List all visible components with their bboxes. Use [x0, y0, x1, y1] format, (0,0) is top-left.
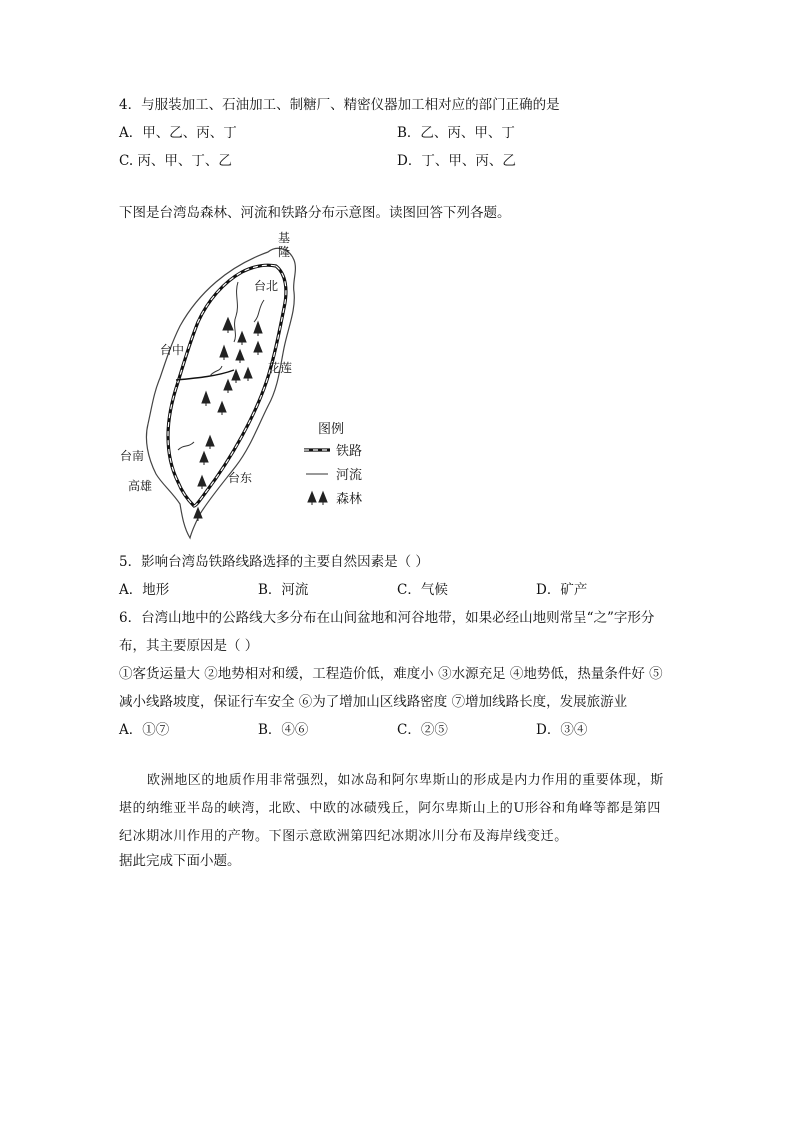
map-legend: [304, 422, 362, 507]
taiwan-map-figure: [118, 230, 393, 545]
q6-option-d: D．③④: [536, 722, 588, 738]
railway-cross: [176, 370, 234, 380]
q5-option-c: C．气候: [397, 582, 448, 598]
legend-river-label: 河流: [336, 468, 363, 483]
q4-option-a: A．甲、乙、丙、丁: [119, 125, 237, 141]
passage-line1: 欧洲地区的地质作用非常强烈，如冰岛和阿尔卑斯山的形成是内力作用的重要体现，斯: [147, 773, 664, 788]
taiwan-map: [118, 230, 393, 545]
q6-option-c: C．②⑤: [397, 722, 448, 738]
label-keelung-2: 隆: [278, 245, 291, 259]
label-taipei: 台北: [254, 279, 279, 293]
passage-line2: 堪的纳维亚半岛的峡湾，北欧、中欧的冰碛残丘，阿尔卑斯山上的U形谷和角峰等都是第四: [119, 801, 661, 816]
river-4: [178, 442, 194, 450]
question-6-stem-line1: 6．台湾山地中的公路线大多分布在山间盆地和河谷地带，如果必经山地则常呈“之”字形分: [119, 610, 655, 626]
legend-railway-label: 铁路: [336, 444, 363, 459]
question-5-stem: 5．影响台湾岛铁路线路选择的主要自然因素是（ ）: [119, 554, 429, 570]
label-kaohsiung: 高雄: [128, 479, 153, 493]
legend-forest-label: 森林: [336, 492, 363, 507]
river-1: [234, 282, 238, 342]
question-6-items-line1: ①客货运量大 ②地势相对和缓，工程造价低，难度小 ③水源充足 ④地势低，热量条件好 ⑤: [119, 666, 663, 682]
label-taitung: 台东: [228, 471, 253, 485]
q4-option-c: C. 丙、甲、丁、乙: [119, 153, 232, 169]
label-taichung: 台中: [160, 343, 185, 357]
question-6-stem-line2: 布，其主要原因是（ ）: [119, 638, 259, 654]
label-hualien: 花莲: [268, 361, 293, 375]
passage-line4: 据此完成下面小题。: [119, 853, 241, 869]
question-6-items-line2: 减小线路坡度，保证行车安全 ⑥为了增加山区线路密度 ⑦增加线路长度，发展旅游业: [119, 694, 628, 710]
q6-option-a: A．①⑦: [119, 722, 170, 738]
q5-option-b: B．河流: [258, 582, 309, 598]
map-intro-text: 下图是台湾岛森林、河流和铁路分布示意图。读图回答下列各题。: [119, 205, 511, 221]
question-4-stem: 4．与服装加工、石油加工、制糖厂、精密仪器加工相对应的部门正确的是: [119, 97, 560, 113]
forest-icon: [308, 492, 327, 505]
label-tainan: 台南: [120, 449, 145, 463]
legend-title: 图例: [318, 422, 345, 437]
q4-option-b: B．乙、丙、甲、丁: [397, 125, 515, 141]
q6-option-b: B．④⑥: [258, 722, 309, 738]
label-keelung-1: 基: [278, 231, 291, 245]
q5-option-a: A．地形: [119, 582, 170, 598]
river-3: [254, 300, 264, 322]
q5-option-d: D．矿产: [536, 582, 588, 598]
q4-option-d: D．丁、甲、丙、乙: [397, 153, 516, 169]
passage-line3: 纪冰期冰川作用的产物。下图示意欧洲第四纪冰期冰川分布及海岸线变迁。: [119, 829, 568, 844]
